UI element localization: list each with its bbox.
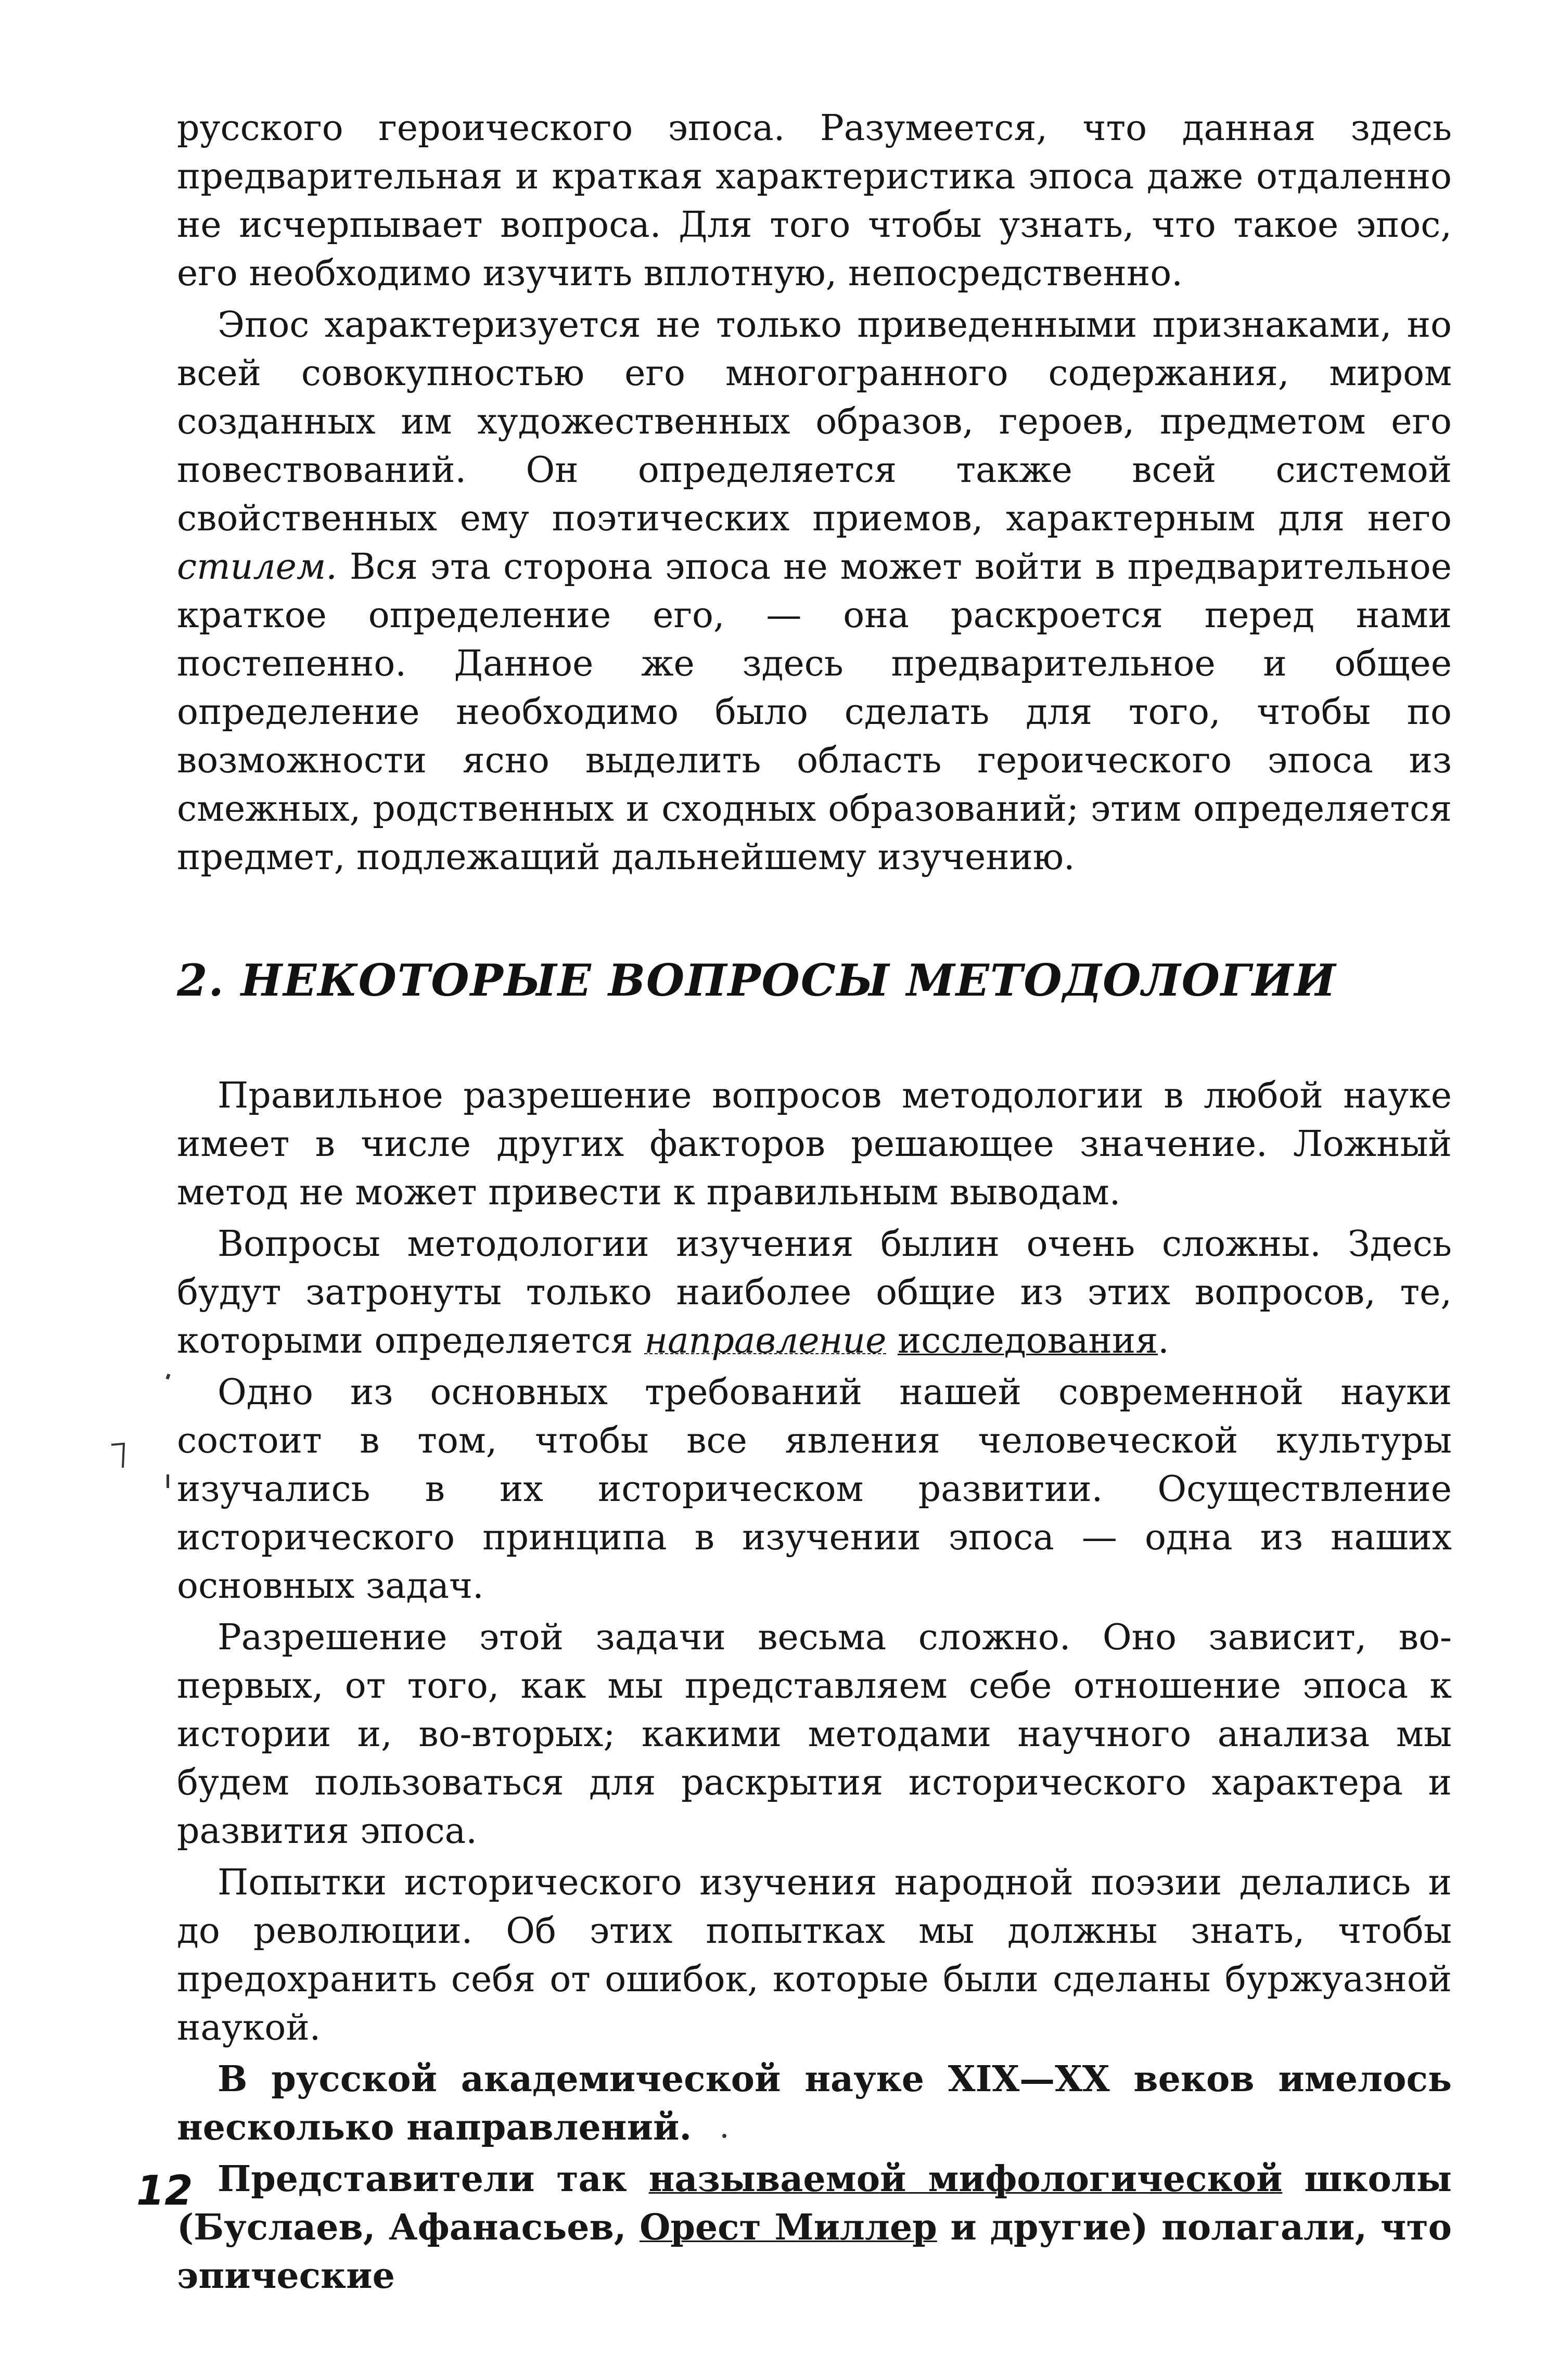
underlined-research: исследования (897, 1320, 1158, 1361)
paragraph-task-resolution: Разрешение этой задачи весьма сложно. Оно зависит, во-первых, от того, как мы представляем себе отношение эпоса к истории и, во-вторых; какими методами научного анализа мы будем пользоваться для раскрытия исторического характера и развития эпоса. (177, 1617, 1452, 1852)
underlined-mythological: называемой мифологической (648, 2158, 1283, 2200)
paragraph-text: и другие) полагали, что эпические (177, 2207, 1452, 2297)
ink-dot (722, 2134, 726, 2138)
paragraph-continuation: русского героического эпоса. Разумеется, что данная здесь предварительная и краткая характеристика эпоса даже отдаленно не исчерпывает вопроса. Для того чтобы узнать, что такое эпос, его необходимо изучить вплотную, непосредственно. (177, 108, 1452, 294)
paragraph-academic-directions: В русской академической науке XIX—XX веков имелось несколько направлений. (177, 2058, 1452, 2148)
paragraph-methodology-complex (177, 1220, 1452, 1365)
paragraph-mythological-school (177, 2155, 1452, 2300)
paragraph-methodology-intro: Правильное разрешение вопросов методологии в любой науке имеет в числе других факторов решающее значение. Ложный метод не может привести к правильным выводам. (177, 1075, 1452, 1213)
paragraph-epic-characteristics (177, 301, 1452, 882)
paragraph-text: Эпос характеризуется не только приведенными признаками, но всей совокупностью его многогранного содержания, миром созданных им художественных образов, героев, предметом его повествований. Он определяется также всей системой свойственных ему поэтических приемов, характерным для него (177, 304, 1452, 539)
margin-mark (165, 1373, 170, 1379)
paragraph-text: Вопросы методологии изучения былин очень сложны. Здесь будут затронуты только наиболее общие из этих вопросов, те, которыми определяется (177, 1224, 1452, 1361)
paragraph-text: школы (Буслаев, Афанасьев, (177, 2158, 1452, 2248)
margin-bracket-mark (109, 1442, 127, 1470)
margin-mark (167, 1474, 169, 1488)
paragraph-attempts: Попытки исторического изучения народной поэзии делались и до революции. Об этих попытках мы должны знать, чтобы предохранить себя от ошибок, которые были сделаны буржуазной наукой. (177, 1862, 1452, 2048)
section-heading: 2. НЕКОТОРЫЕ ВОПРОСЫ МЕТОДОЛОГИИ (177, 954, 1337, 1006)
paragraph-text: . (1158, 1320, 1169, 1361)
text-column (177, 104, 1452, 2300)
paragraph-historical-principle: Одно из основных требований нашей современной науки состоит в том, чтобы все явления человеческой культуры изучались в их историческом развитии. Осуществление исторического принципа в изучении эпоса — одна из наших основных задач. (177, 1372, 1452, 1607)
underlined-orest-miller: Орест Миллер (640, 2207, 937, 2248)
paragraph-text: Вся эта сторона эпоса не может войти в предварительное краткое определение его, — она раскроется перед нами постепенно. Данное же здесь предварительное и общее определение необходимо было сделать для того, чтобы по возможности ясно выделить область героического эпоса из смежных, родственных и сходных образований; этим определяется предмет, подлежащий дальнейшему изучению. (177, 546, 1452, 878)
emphasis-direction: направление (644, 1320, 887, 1361)
emphasis-style: стилем. (177, 546, 337, 588)
page-number: 12 (136, 2168, 193, 2214)
paragraph-text: Представители так (218, 2158, 649, 2200)
